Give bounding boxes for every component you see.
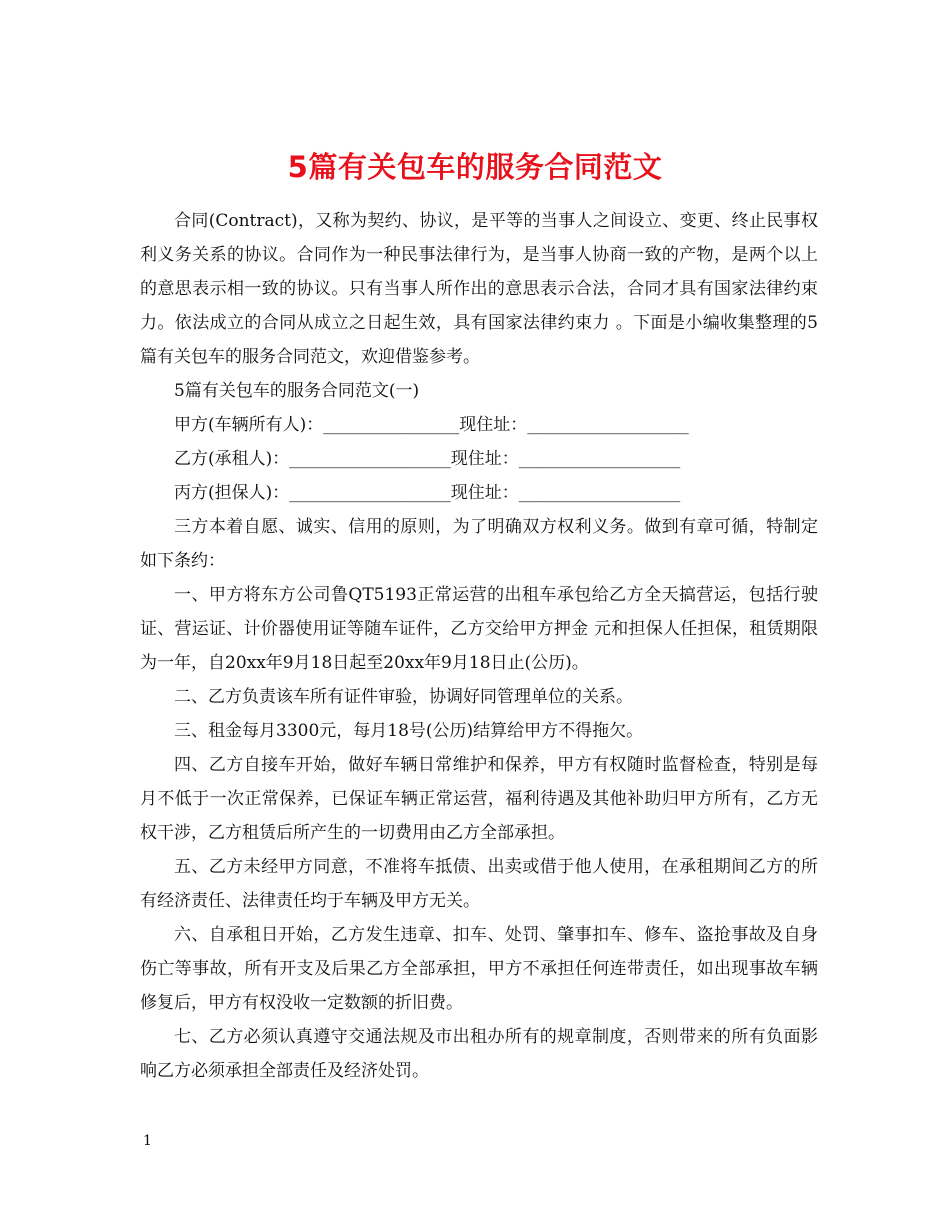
contract-heading: 5篇有关包车的服务合同范文(一) — [174, 381, 420, 401]
preamble-paragraph: 三方本着自愿、诚实、信用的原则，为了明确双方权利义务。做到有章可循，特制定如下条约： — [140, 517, 818, 571]
clause-2: 二、乙方负责该车所有证件审验，协调好同管理单位的关系。 — [174, 687, 633, 707]
document-body — [140, 204, 818, 1088]
clause-1: 一、甲方将东方公司鲁QT5193正常运营的出租车承包给乙方全天搞营运，包括行驶证、营运证、计价器使用证等随车证件，乙方交给甲方押金 元和担保人任担保，租赁期限为一年，自20xx年9月18日起至20xx年9月18日止(公历)。 — [140, 585, 818, 673]
party-a-line: 甲方(车辆所有人)：________________现住址：___________________ — [174, 415, 689, 435]
page-title: 5篇有关包车的服务合同范文 — [287, 150, 663, 185]
party-c-line: 丙方(担保人)：___________________现住址：___________________ — [174, 483, 681, 503]
clause-4: 四、乙方自接车开始，做好车辆日常维护和保养，甲方有权随时监督检查，特别是每月不低于一次正常保养，已保证车辆正常运营，福利待遇及其他补助归甲方所有，乙方无权干涉，乙方租赁后所产生的一切费用由乙方全部承担。 — [140, 755, 818, 843]
intro-paragraph: 合同(Contract)，又称为契约、协议，是平等的当事人之间设立、变更、终止民事权利义务关系的协议。合同作为一种民事法律行为，是当事人协商一致的产物，是两个以上的意思表示相一致的协议。只有当事人所作出的意思表示合法，合同才具有国家法律约束力。依法成立的合同从成立之日起生效，具有国家法律约束力 。下面是小编收集整理的5篇有关包车的服务合同范文，欢迎借鉴参考。 — [140, 211, 818, 367]
page-number: 1 — [143, 1133, 152, 1149]
party-b-line: 乙方(承租人)：___________________现住址：___________________ — [174, 449, 681, 469]
clause-6: 六、自承租日开始，乙方发生违章、扣车、处罚、肇事扣车、修车、盗抢事故及自身伤亡等事故，所有开支及后果乙方全部承担，甲方不承担任何连带责任，如出现事故车辆修复后，甲方有权没收一定数额的折旧费。 — [140, 925, 818, 1013]
clause-3: 三、租金每月3300元，每月18号(公历)结算给甲方不得拖欠。 — [174, 721, 644, 741]
clause-5: 五、乙方未经甲方同意，不准将车抵债、出卖或借于他人使用，在承租期间乙方的所有经济责任、法律责任均于车辆及甲方无关。 — [140, 857, 818, 911]
clause-7: 七、乙方必须认真遵守交通法规及市出租办所有的规章制度，否则带来的所有负面影响乙方必须承担全部责任及经济处罚。 — [140, 1027, 818, 1081]
